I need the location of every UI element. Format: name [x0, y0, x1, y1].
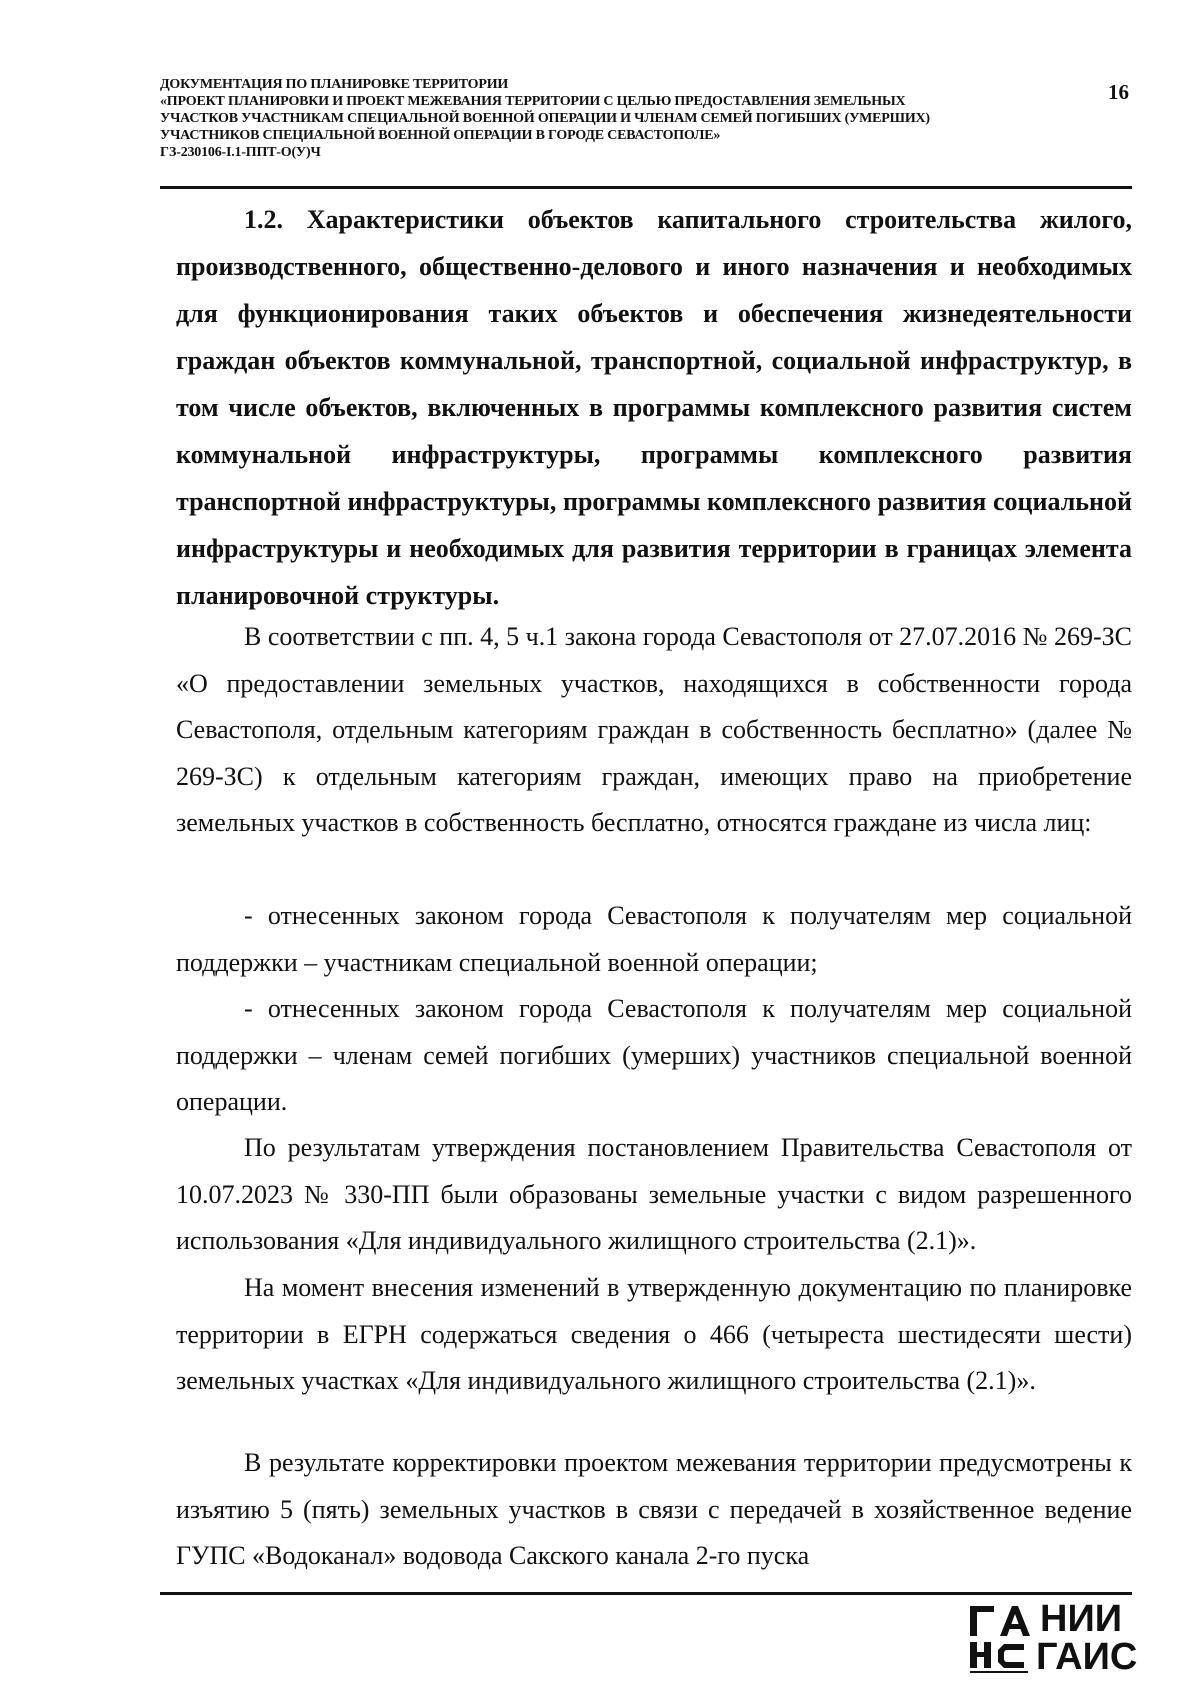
- header-line-3: УЧАСТКОВ УЧАСТНИКАМ СПЕЦИАЛЬНОЙ ВОЕННОЙ ОПЕРАЦИИ И ЧЛЕНАМ СЕМЕЙ ПОГИБШИХ (УМЕРШИХ): [160, 111, 930, 126]
- paragraph-6: В результате корректировки проектом межевания территории предусмотрены к изъятию 5 (пять) земельных участков в связи с передачей в хозяйственное ведение ГУПС «Водоканал» водовода Сакского канала 2-го пуска: [176, 1448, 1132, 1570]
- logo-text-gais: ГАИС: [1036, 1636, 1138, 1678]
- header-line-4: УЧАСТНИКОВ СПЕЦИАЛЬНОЙ ВОЕННОЙ ОПЕРАЦИИ В ГОРОДЕ СЕВАСТОПОЛЕ»: [160, 128, 721, 143]
- header-divider: [160, 186, 1132, 189]
- header-line-2: «ПРОЕКТ ПЛАНИРОВКИ И ПРОЕКТ МЕЖЕВАНИЯ ТЕРРИТОРИИ С ЦЕЛЬЮ ПРЕДОСТАВЛЕНИЯ ЗЕМЕЛЬНЫХ: [160, 94, 906, 109]
- page-number: 16: [1108, 80, 1129, 104]
- document-code: ГЗ-230106-I.1-ППТ-О(У)Ч: [160, 145, 321, 160]
- header-line-1: ДОКУМЕНТАЦИЯ ПО ПЛАНИРОВКЕ ТЕРРИТОРИИ: [160, 77, 509, 92]
- paragraph-1: В соответствии с пп. 4, 5 ч.1 закона города Севастополя от 27.07.2016 № 269-ЗС «О предоставлении земельных участков, находящихся в собственности города Севастополя, отдельным категориям граждан в собственность бесплатно» (далее № 269-ЗС) к отдельным категориям граждан, имеющих право на приобретение земельных участков в собственность бесплатно, относятся граждане из числа лиц:: [176, 622, 1132, 837]
- footer-divider: [160, 1592, 1132, 1595]
- section-heading: 1.2. Характеристики объектов капитального строительства жилого, производственного, общественно-делового и иного назначения и необходимых для функционирования таких объектов и обеспечения жизнедеятельности граждан объектов коммунальной, транспортной, социальной инфраструктур, в том числе объектов, включенных в программы комплексного развития систем коммунальной инфраструктуры, программы комплексного развития транспортной инфраструктуры, программы комплексного развития социальной инфраструктуры и необходимых для развития территории в границах элемента планировочной структуры.: [176, 205, 1132, 610]
- paragraph-4: По результатам утверждения постановлением Правительства Севастополя от 10.07.2023 № 330-ПП были образованы земельные участки с видом разрешенного использования «Для индивидуального жилищного строительства (2.1)».: [176, 1133, 1132, 1255]
- paragraph-3: - отнесенных законом города Севастополя к получателям мер социальной поддержки – членам семей погибших (умерших) участников специальной военной операции.: [176, 994, 1132, 1116]
- gais-emblem-icon: [968, 1600, 1030, 1676]
- paragraph-2: - отнесенных законом города Севастополя к получателям мер социальной поддержки – участникам специальной военной операции;: [176, 901, 1132, 977]
- logo-text-nii: НИИ: [1040, 1598, 1123, 1640]
- nii-gais-logo: [968, 1600, 1148, 1678]
- paragraph-5: На момент внесения изменений в утвержденную документацию по планировке территории в ЕГРН содержаться сведения о 466 (четыреста шестидесяти шести) земельных участках «Для индивидуального жилищного строительства (2.1)».: [176, 1273, 1132, 1395]
- document-header: [160, 76, 1090, 161]
